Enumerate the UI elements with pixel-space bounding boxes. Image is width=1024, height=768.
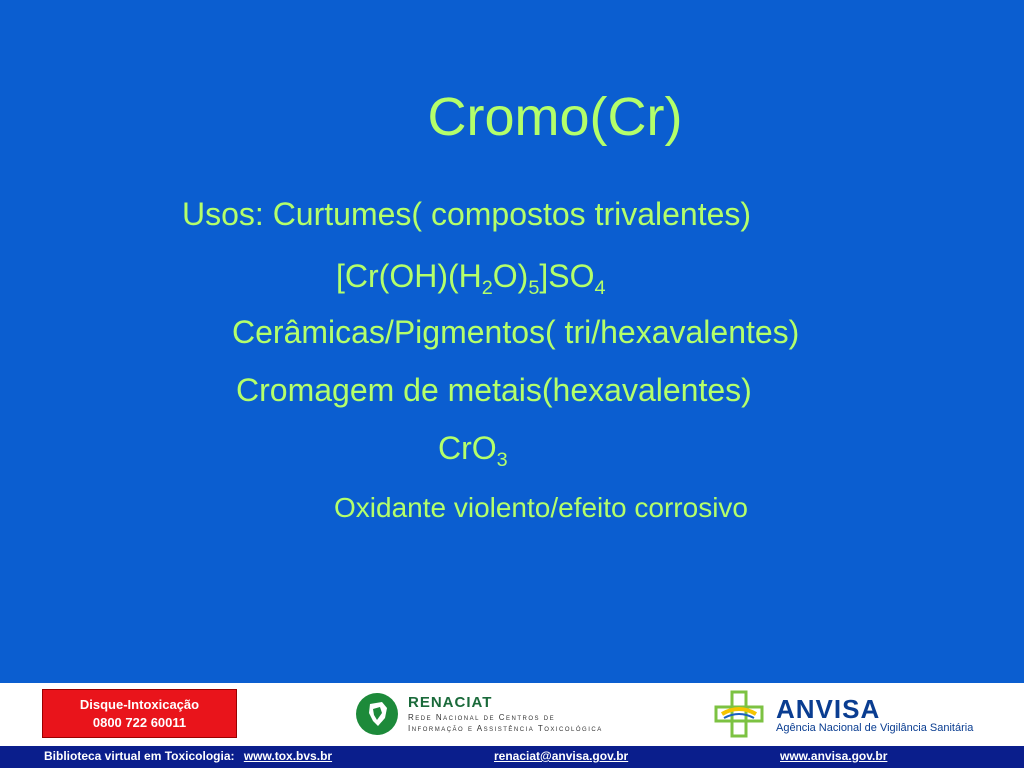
formula-part: O) [492, 258, 529, 294]
slide-title: Cromo(Cr) [427, 87, 683, 147]
formula-part: CrO [438, 430, 497, 466]
formula-subscript: 2 [481, 276, 493, 299]
disque-phone: 0800 722 60011 [92, 715, 187, 730]
footer-divider [0, 680, 1024, 683]
anvisa-site-link[interactable]: www.anvisa.gov.br [780, 749, 888, 763]
usos-line: Usos: Curtumes( compostos trivalentes) [182, 196, 752, 232]
anvisa-subtitle: Agência Nacional de Vigilância Sanitária [776, 722, 974, 734]
anvisa-title: ANVISA [776, 694, 881, 724]
renaciat-line: Rede Nacional de Centros de [408, 713, 556, 722]
anvisa-site-wrap [780, 749, 887, 763]
renaciat-subtitle [408, 712, 603, 734]
formula-part: [Cr(OH)(H [336, 258, 482, 294]
renaciat-email-wrap [494, 749, 628, 763]
bottom-link-bar [0, 746, 1024, 768]
formula-subscript: 5 [528, 276, 540, 299]
disque-title: Disque-Intoxicação [79, 697, 200, 712]
oxidante-line: Oxidante violento/efeito corrosivo [334, 492, 748, 523]
bottom-bar-label [44, 749, 332, 763]
formula-subscript: 3 [496, 448, 508, 471]
cromagem-line: Cromagem de metais(hexavalentes) [236, 372, 752, 408]
formula-subscript: 4 [594, 276, 606, 299]
disque-intoxicacao-box [42, 689, 237, 738]
brazil-globe-icon [356, 693, 398, 735]
formula-part: ]SO [539, 258, 595, 294]
renaciat-title: RENACIAT [408, 694, 493, 711]
renaciat-email-link[interactable]: renaciat@anvisa.gov.br [494, 749, 629, 763]
renaciat-line: Informação e Assistência Toxicológica [408, 724, 603, 733]
anvisa-cross-icon [712, 690, 766, 738]
formula-cr-oh [336, 258, 606, 299]
tox-bvs-link[interactable]: www.tox.bvs.br [243, 749, 333, 763]
biblioteca-label: Biblioteca virtual em Toxicologia: [44, 749, 235, 763]
formula-cro3 [438, 430, 508, 471]
ceramicas-line: Cerâmicas/Pigmentos( tri/hexavalentes) [232, 314, 800, 350]
